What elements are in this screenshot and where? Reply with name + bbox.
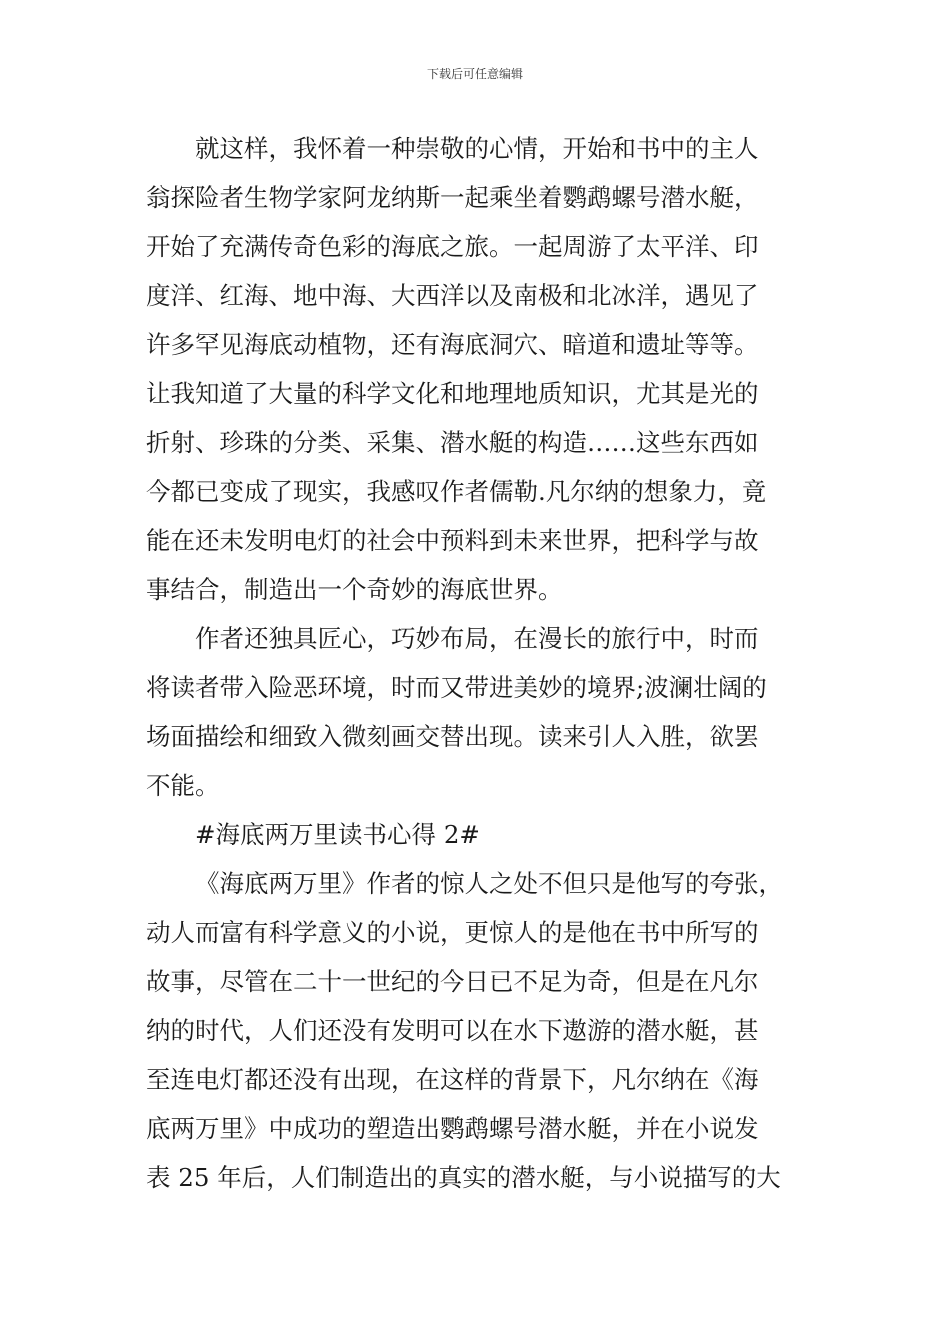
text-line: 动人而富有科学意义的小说，更惊人的是他在书中所写的: [146, 918, 759, 947]
text-line: 纳的时代，人们还没有发明可以在水下遨游的潜水艇，甚: [146, 1016, 759, 1045]
section-heading: #海底两万里读书心得 2#: [195, 820, 480, 849]
text-line: 开始了充满传奇色彩的海底之旅。一起周游了太平洋、印: [146, 232, 759, 261]
document-body: [146, 124, 811, 1202]
text-line: 《海底两万里》作者的惊人之处不但只是他写的夸张，: [195, 869, 783, 898]
text-line: 场面描绘和细致入微刻画交替出现。读来引人入胜，欲罢: [146, 722, 759, 751]
page-header: 下载后可任意编辑: [426, 67, 523, 81]
text-line: 表 25 年后，人们制造出的真实的潜水艇，与小说描写的大: [146, 1163, 781, 1192]
text-line: 许多罕见海底动植物，还有海底洞穴、暗道和遗址等等。: [146, 330, 759, 359]
text-line: 至连电灯都还没有出现，在这样的背景下，凡尔纳在《海: [146, 1065, 759, 1094]
text-line: 不能。: [146, 771, 220, 800]
text-line: 折射、珍珠的分类、采集、潜水艇的构造……这些东西如: [146, 428, 759, 457]
text-line: 底两万里》中成功的塑造出鹦鹉螺号潜水艇，并在小说发: [146, 1114, 759, 1143]
text-line: 翁探险者生物学家阿龙纳斯一起乘坐着鹦鹉螺号潜水艇，: [146, 183, 759, 212]
text-line: 今都已变成了现实，我感叹作者儒勒.凡尔纳的想象力，竟: [146, 477, 767, 506]
text-line: 故事，尽管在二十一世纪的今日已不足为奇，但是在凡尔: [146, 967, 759, 996]
text-line: 能在还未发明电灯的社会中预料到未来世界，把科学与故: [146, 526, 759, 555]
text-line: 就这样，我怀着一种崇敬的心情，开始和书中的主人: [195, 134, 759, 163]
text-line: 让我知道了大量的科学文化和地理地质知识，尤其是光的: [146, 379, 759, 408]
text-line: 事结合，制造出一个奇妙的海底世界。: [146, 575, 563, 604]
text-line: 将读者带入险恶环境，时而又带进美妙的境界;波澜壮阔的: [146, 673, 767, 702]
text-line: 作者还独具匠心，巧妙布局，在漫长的旅行中，时而: [195, 624, 759, 653]
text-line: 度洋、红海、地中海、大西洋以及南极和北冰洋，遇见了: [146, 281, 759, 310]
